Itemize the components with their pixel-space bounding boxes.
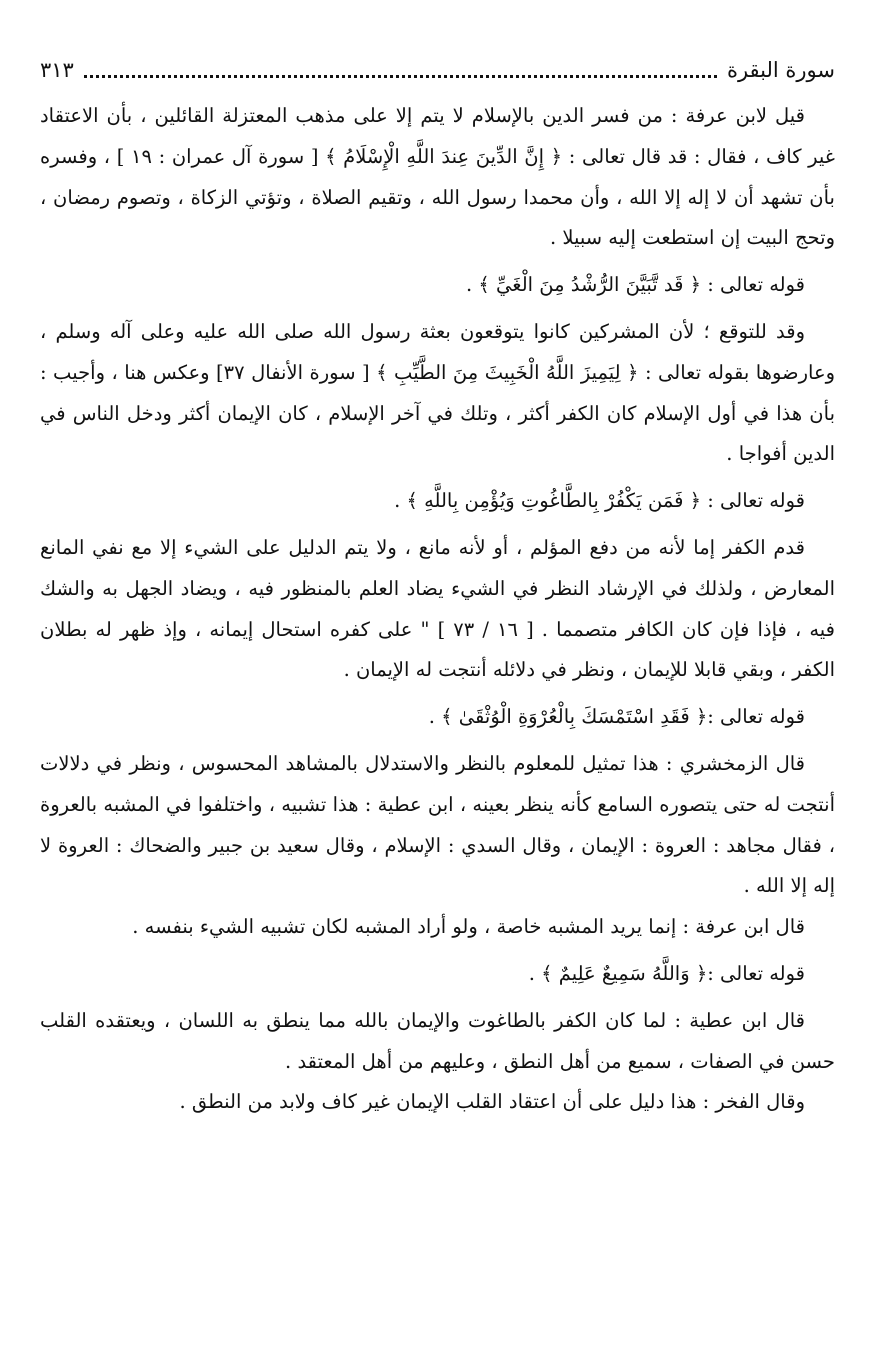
paragraph: قال ابن عطية : لما كان الكفر بالطاغوت والإيمان بالله مما ينطق به اللسان ، ويعتقده القلب حسن في الصفات ، سميع من أهل النطق ، وعليهم من أهل المعتقد . [40,1008,835,1073]
page-number: ٣١٣ [40,58,74,82]
header-dotted-rule [84,75,717,78]
paragraph: وقال الفخر : هذا دليل على أن اعتقاد القلب الإيمان غير كاف ولابد من النطق . [179,1090,805,1114]
paragraph: وقد للتوقع ؛ لأن المشركين كانوا يتوقعون بعثة رسول الله صلى الله عليه وعلى آله وسلم ، وعارضوها بقوله تعالى : ﴿ لِيَمِيزَ اللَّهُ الْخَبِيثَ مِنَ الطَّيِّبِ ﴾ [ سورة الأنفال ٣٧] وعكس هنا ، وأجيب : بأن هذا في أول الإسلام كان الكفر أكثر ، وتلك في آخر الإسلام ، كان الإيمان أكثر ودخل الناس في الدين أفواجا . [40,319,836,466]
paragraph: قال ابن عرفة : إنما يريد المشبه خاصة ، ولو أراد المشبه لكان تشبيه الشيء بنفسه . [132,915,805,939]
verse-heading: قوله تعالى :﴿ وَاللَّهُ سَمِيعٌ عَلِيمٌ ﴾ . [528,961,805,985]
paragraph: قال الزمخشري : هذا تمثيل للمعلوم بالنظر والاستدلال بالمشاهد المحسوس ، ونظر في دلالات أنتجت له حتى يتصوره السامع كأنه ينظر بعينه ، ابن عطية : هذا تشبيه ، واختلفوا في المشبه بالعروة ، فقال مجاهد : العروة : الإيمان ، وقال السدي : الإسلام ، وقال سعيد بن جبير والضحاك : العروة لا إله إلا الله . [40,751,835,898]
verse-heading: قوله تعالى : ﴿ قَد تَّبَيَّنَ الرُّشْدُ مِنَ الْغَيِّ ﴾ . [466,273,805,297]
page-body [40,96,835,1123]
paragraph: قدم الكفر إما لأنه من دفع المؤلم ، أو لأنه مانع ، ولا يتم الدليل على الشيء إلا مع نفي المانع المعارض ، ولذلك في الإرشاد النظر في الشيء يضاد العلم بالمنظور فيه ، ويضاد الجهل به والشك فيه ، فإذا فإن كان الكافر متصمما . [ ١٦ / ٧٣ ] " على كفره استحال إيمانه ، وإذ ظهر له بطلان الكفر ، وبقي قابلا للإيمان ، ونظر في دلائله أنتجت له الإيمان . [40,535,835,682]
verse-heading: قوله تعالى : ﴿ فَمَن يَكْفُرْ بِالطَّاغُوتِ وَيُؤْمِن بِاللَّهِ ﴾ . [394,489,805,513]
verse-heading: قوله تعالى :﴿ فَقَدِ اسْتَمْسَكَ بِالْعُرْوَةِ الْوُثْقَىٰ ﴾ . [428,705,805,729]
paragraph: قيل لابن عرفة : من فسر الدين بالإسلام لا يتم إلا على مذهب المعتزلة القائلين ، بأن الاعتقاد غير كاف ، فقال : قد قال تعالى : ﴿ إِنَّ الدِّينَ عِندَ اللَّهِ الْإِسْلَامُ ﴾ [ سورة آل عمران : ١٩ ] ، وفسره بأن تشهد أن لا إله إلا الله ، وأن محمدا رسول الله ، وتقيم الصلاة ، وتؤتي الزكاة ، وتصوم رمضان ، وتحج البيت إن استطعت إليه سبيلا . [40,104,835,250]
surah-title: سورة البقرة [726,58,835,82]
page-header [40,52,835,88]
